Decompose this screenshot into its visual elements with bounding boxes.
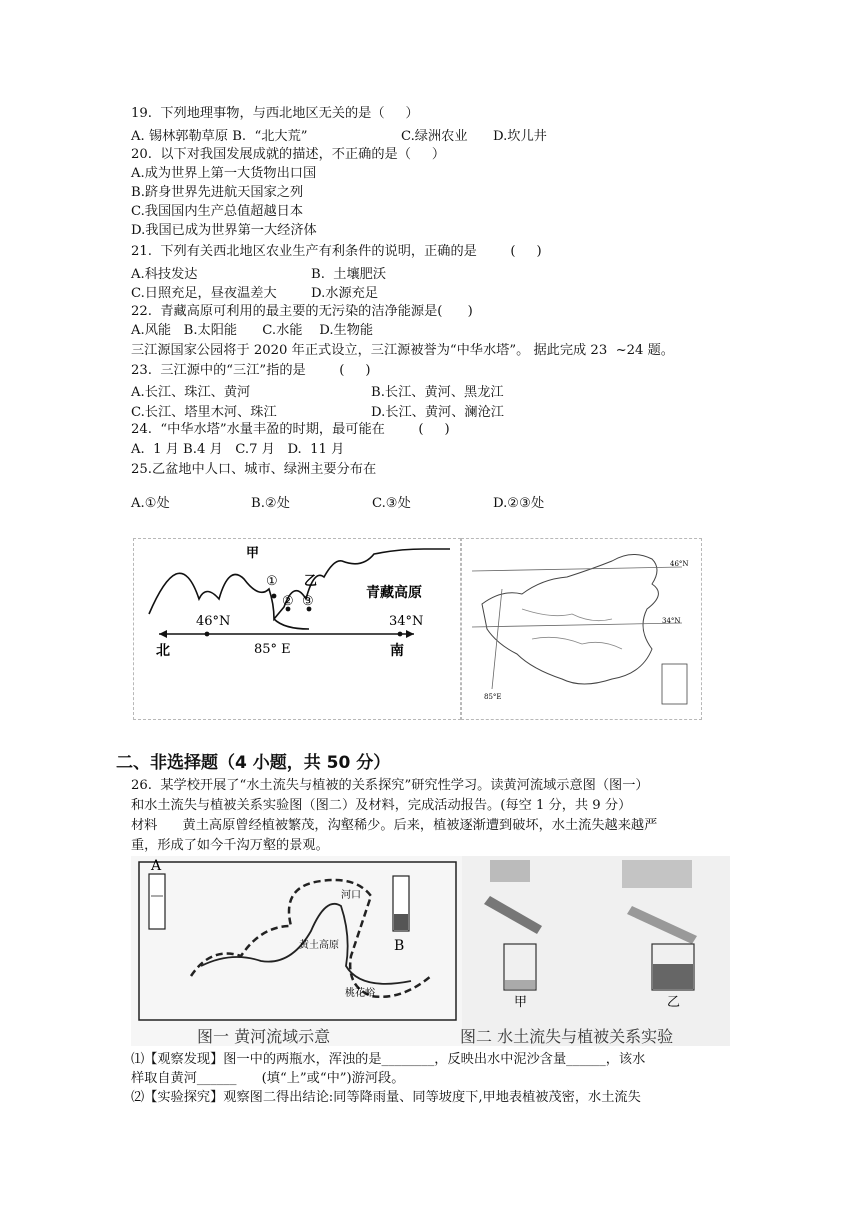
- label-jia: 甲: [246, 546, 260, 561]
- china-outline: [482, 554, 658, 684]
- q24-stem: 24. “中华水塔”水量丰盈的时期，最可能在 ( ): [131, 422, 450, 437]
- label-yi: 乙: [304, 574, 318, 589]
- q21-stem: 21. 下列有关西北地区农业生产有利条件的说明，正确的是 ( ): [131, 244, 542, 259]
- q26-line-2: 和水土流失与植被关系实验图（图二）及材料，完成活动报告。(每空 1 分，共 9 分）: [131, 798, 632, 813]
- latitude-46-line: [472, 567, 682, 571]
- profile-terrain-line: [149, 549, 450, 619]
- q23-stem: 23. 三江源中的“三江”指的是 ( ): [131, 363, 371, 378]
- label-north: 北: [156, 643, 170, 659]
- q22-options: A.风能 B.太阳能 C.水能 D.生物能: [131, 323, 374, 338]
- fig1-label-a: A: [151, 858, 162, 874]
- q25-option-a: A.①处: [131, 496, 170, 511]
- q21-option-a: A.科技发达: [131, 267, 198, 282]
- label-south: 南: [390, 643, 404, 659]
- q21-options-cd: [131, 282, 379, 301]
- china-map-svg: [462, 539, 701, 719]
- longitude-85-line: [492, 589, 502, 689]
- q25-options: [131, 492, 545, 511]
- china-map-figure: [461, 538, 702, 720]
- fig2-label-yi: 乙: [667, 995, 681, 1010]
- fig1-label-b: B: [394, 938, 405, 954]
- q19-options: [131, 125, 547, 144]
- q23-option-b: B.长江、黄河、黑龙江: [371, 385, 504, 400]
- q26-sub1-line-2: 样取自黄河______ (填“上”或“中”)游河段。: [131, 1071, 405, 1086]
- figure-1-yellow-river: [131, 856, 462, 1046]
- q25-option-b: B.②处: [251, 496, 290, 511]
- q20-option-d: D.我国已成为世界第一大经济体: [131, 223, 317, 238]
- q21-option-d: D.水源充足: [311, 286, 379, 301]
- bare-slope: [627, 906, 697, 944]
- q19-stem: 19. 下列地理事物，与西北地区无关的是（ ）: [131, 106, 419, 121]
- section-2-heading: 二、非选择题（4 小题，共 50 分）: [116, 753, 391, 773]
- q20-option-b: B.跻身世界先进航天国家之列: [131, 185, 304, 200]
- q26-material-1: 材料 黄土高原曾经植被繁茂，沟壑稀少。后来，植被逐渐遭到破坏，水土流失越来越严: [131, 818, 658, 833]
- q19-option-c: C.绿洲农业: [401, 129, 468, 144]
- q20-option-c: C.我国国内生产总值超越日本: [131, 204, 304, 219]
- figure-1-caption: 图一 黄河流域示意: [197, 1027, 331, 1046]
- q25-option-d: D.②③处: [493, 496, 545, 511]
- q19-option-d: D.坎儿井: [493, 129, 547, 144]
- figure-2-caption: 图二 水土流失与植被关系实验: [460, 1027, 674, 1046]
- axis-arrow-left-icon: [159, 630, 167, 638]
- intro-text: 三江源国家公园将于 2020 年正式设立，三江源被誉为“中华水塔”。 据此完成 23 ~24 题。: [131, 343, 674, 358]
- south-sea-inset: [662, 664, 687, 704]
- q22-stem: 22. 青藏高原可利用的最主要的无污染的洁净能源是( ): [131, 304, 473, 319]
- q23-option-d: D.长江、黄河、澜沧江: [371, 405, 504, 420]
- q21-option-c: C.日照充足，昼夜温差大: [131, 286, 277, 301]
- q26-sub2-line-1: ⑵【实验探究】观察图二得出结论:同等降雨量、同等坡度下,甲地表植被茂密，水土流失: [131, 1090, 641, 1105]
- label-34n-map: 34°N: [662, 617, 681, 625]
- q19-option-ab: A. 锡林郭勒草原 B. “北大荒”: [131, 129, 308, 144]
- rain-right-icon: [622, 860, 692, 888]
- q25-option-c: C.③处: [372, 496, 411, 511]
- q23-options-ab: [131, 381, 504, 400]
- vegetated-slope: [484, 896, 542, 934]
- q26-sub1-line-1: ⑴【观察发现】图一中的两瓶水，浑浊的是________，反映出水中泥沙含量______，该水: [131, 1052, 646, 1067]
- q21-option-b: B. 土壤肥沃: [311, 267, 387, 282]
- label-85e: 85° E: [254, 642, 291, 657]
- label-circle-2: ②: [282, 594, 294, 609]
- q20-stem: 20. 以下对我国发展成就的描述，不正确的是（ ）: [131, 147, 446, 162]
- rain-left-icon: [490, 860, 530, 882]
- fig1-label-hekou: 河口: [341, 890, 361, 901]
- q24-options: A. 1 月 B.4 月 C.7 月 D. 11 月: [131, 442, 345, 457]
- q23-option-c: C.长江、塔里木河、珠江: [131, 405, 277, 420]
- label-circle-3: ③: [302, 594, 314, 609]
- label-circle-1: ①: [266, 574, 278, 589]
- terrain-profile-svg: [134, 539, 460, 719]
- q26-material-2: 重，形成了如今千沟万壑的景观。: [131, 838, 329, 853]
- q21-options-ab: [131, 263, 387, 282]
- point-1-dot: [272, 594, 277, 599]
- fig1-label-taohuayu: 桃花峪: [345, 988, 375, 999]
- label-34n: 34°N: [389, 614, 424, 629]
- fig1-label-plateau: 黄土高原: [299, 940, 339, 951]
- bottle-a-icon: [149, 874, 165, 929]
- label-85e-map: 85°E: [484, 693, 502, 701]
- terrain-profile-figure: [133, 538, 461, 720]
- q25-stem: 25.乙盆地中人口、城市、绿洲主要分布在: [131, 462, 377, 477]
- fig2-label-jia: 甲: [514, 995, 528, 1010]
- label-46n-map: 46°N: [670, 560, 689, 568]
- label-plateau: 青藏高原: [366, 585, 422, 601]
- q20-option-a: A.成为世界上第一大货物出口国: [131, 166, 317, 181]
- label-46n: 46°N: [196, 614, 231, 629]
- q23-options-cd: [131, 401, 504, 420]
- figure-2-experiment: [462, 856, 730, 1046]
- q26-line-1: 26. 某学校开展了“水土流失与植被的关系探究”研究性学习。读黄河流域示意图（图一）: [131, 778, 649, 793]
- q23-option-a: A.长江、珠江、黄河: [131, 385, 251, 400]
- axis-arrow-right-icon: [406, 630, 414, 638]
- latitude-34-line: [472, 623, 682, 627]
